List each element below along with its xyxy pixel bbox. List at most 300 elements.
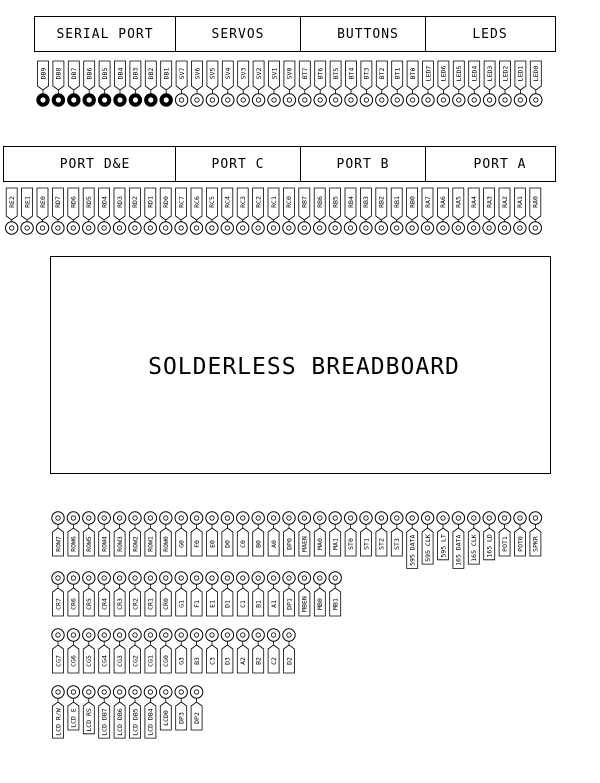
pin-label: SV1 xyxy=(270,67,279,80)
pin-label: ROW3 xyxy=(115,536,124,552)
pin-rb2 xyxy=(375,188,387,234)
pin-pad xyxy=(268,94,280,106)
pin-db1 xyxy=(160,61,172,106)
pin-label: SV4 xyxy=(224,67,233,80)
pin-pad xyxy=(499,94,511,106)
pin-rd2 xyxy=(129,188,141,234)
pin-pad xyxy=(314,572,326,584)
pin-pad-hole xyxy=(118,98,122,102)
pin-label: RB1 xyxy=(393,196,401,208)
pin-led0 xyxy=(530,61,542,106)
pin-b3 xyxy=(190,629,202,673)
pin-cr0 xyxy=(160,572,172,616)
pin-pad xyxy=(329,94,341,106)
pin-label: BT5 xyxy=(331,67,340,80)
pin-label: SV5 xyxy=(208,67,217,80)
pin-pad xyxy=(206,222,218,234)
pin-cg4 xyxy=(98,629,110,673)
pin-pad xyxy=(237,572,249,584)
pin-label: CG1 xyxy=(146,655,155,667)
pin-label: ROW5 xyxy=(85,536,94,552)
pin-pad xyxy=(83,222,95,234)
pin-pad xyxy=(206,629,218,641)
pin-db7 xyxy=(68,61,80,106)
pin-label: RD0 xyxy=(162,196,170,208)
pin-pad xyxy=(67,512,79,524)
pin-pad xyxy=(129,222,141,234)
pin-pad xyxy=(52,572,64,584)
pin-a1 xyxy=(267,572,279,616)
pin-pad xyxy=(299,94,311,106)
pin-rc0 xyxy=(283,188,295,234)
pin-ra2 xyxy=(498,188,510,234)
pin-label: LCD DB4 xyxy=(146,708,155,736)
pin-pad xyxy=(391,512,403,524)
pin-row4 xyxy=(98,512,110,556)
pin-pad xyxy=(113,512,125,524)
pin-pad xyxy=(406,94,418,106)
pin-pad xyxy=(267,572,279,584)
pin-label: DB2 xyxy=(147,67,156,80)
pin-pad xyxy=(314,512,326,524)
pin-label: RD3 xyxy=(115,196,124,208)
pin-label: DB5 xyxy=(100,67,109,80)
pin-led1 xyxy=(514,61,526,106)
pin-ra4 xyxy=(468,188,480,234)
pin-pad xyxy=(83,572,95,584)
pin-label: ROW1 xyxy=(146,536,155,552)
pin-pad xyxy=(452,512,464,524)
pin-led4 xyxy=(468,61,480,106)
pin-b1 xyxy=(252,572,264,616)
pin-label: ROW6 xyxy=(69,536,78,552)
pin-label: RC1 xyxy=(269,196,278,208)
pin-label: RA4 xyxy=(470,196,478,208)
pin-re2 xyxy=(6,188,18,234)
pin-st0 xyxy=(344,512,356,556)
pin-pad xyxy=(6,222,18,234)
pin-pad xyxy=(175,572,187,584)
pin-cg6 xyxy=(67,629,79,673)
pin-pad xyxy=(437,94,449,106)
pin-db4 xyxy=(114,61,126,106)
pin-label: MB0 xyxy=(316,598,325,610)
pin-lcd-db7 xyxy=(98,686,110,738)
pin-pad xyxy=(237,512,249,524)
pin-label: G1 xyxy=(177,600,186,608)
pin-label: LCD RS xyxy=(85,708,94,732)
pin-label: ST0 xyxy=(346,538,355,550)
pin-label: C2 xyxy=(269,657,278,665)
pin-sv4 xyxy=(222,61,234,106)
pin-pad xyxy=(129,572,141,584)
pin-pad xyxy=(83,686,95,698)
pin-pad xyxy=(360,222,372,234)
pin-pad xyxy=(83,512,95,524)
pin-label: BT3 xyxy=(362,67,371,80)
pin-label: SV3 xyxy=(239,67,248,80)
pin-label: CG7 xyxy=(54,655,63,667)
pin-row5 xyxy=(83,512,95,556)
pin-pad xyxy=(98,686,110,698)
pin-pad xyxy=(498,222,510,234)
pin-e0 xyxy=(206,512,218,556)
pin-re1 xyxy=(21,188,33,234)
pin-label: RD6 xyxy=(69,196,78,208)
pin-pad xyxy=(144,572,156,584)
pin-lcd-r-w xyxy=(52,686,64,738)
pin-pad xyxy=(206,512,218,524)
port-c-section-label: PORT C xyxy=(211,157,265,172)
pin-pad xyxy=(468,512,480,524)
pin-pad xyxy=(98,222,110,234)
pin-pad xyxy=(252,512,264,524)
port-de-section-label: PORT D&E xyxy=(59,157,131,172)
pin-label: CR4 xyxy=(100,598,109,610)
pin-label: LED7 xyxy=(424,65,433,82)
pin-led2 xyxy=(499,61,511,106)
pin-st3 xyxy=(391,512,403,556)
pin-pad xyxy=(283,629,295,641)
pin-label: DB3 xyxy=(131,67,140,80)
pin-cr5 xyxy=(83,572,95,616)
pin-label: BT7 xyxy=(301,67,310,80)
pin-dp0 xyxy=(283,512,295,556)
pin-pad xyxy=(98,572,110,584)
pin-pad-hole xyxy=(56,98,60,102)
pin-label: CG5 xyxy=(85,655,94,667)
pin-pad xyxy=(52,629,64,641)
pin-label: LED2 xyxy=(501,65,510,82)
pin-label: A0 xyxy=(269,540,278,548)
pin-rb3 xyxy=(360,188,372,234)
pin-pad xyxy=(222,94,234,106)
pin-cg7 xyxy=(52,629,64,673)
port-header-pins xyxy=(6,188,542,234)
pin-pad xyxy=(83,629,95,641)
pin-rb0 xyxy=(406,188,418,234)
pin-label: LCD DB6 xyxy=(115,708,124,736)
pin-pad xyxy=(252,572,264,584)
pin-595-lt xyxy=(437,512,449,560)
pin-label: CR3 xyxy=(115,598,124,610)
pin-ma1 xyxy=(329,512,341,556)
pin-label: RA0 xyxy=(531,196,540,208)
pin-label: RB5 xyxy=(331,196,340,208)
buttons-section-label: BUTTONS xyxy=(337,27,399,42)
pin-pad xyxy=(190,572,202,584)
pin-pad xyxy=(190,629,202,641)
pin-cg1 xyxy=(144,629,156,673)
pin-sv2 xyxy=(252,61,264,106)
pin-pad xyxy=(144,222,156,234)
pin-label: RC4 xyxy=(223,196,232,208)
pin-label: BT4 xyxy=(347,67,356,80)
pin-cr4 xyxy=(98,572,110,616)
pin-bt0 xyxy=(406,61,418,106)
pin-c0 xyxy=(237,512,249,556)
pin-pad xyxy=(529,512,541,524)
pin-d1 xyxy=(221,572,233,616)
pin-label: ROW7 xyxy=(54,536,63,552)
pin-c2 xyxy=(267,629,279,673)
pin-pad xyxy=(452,222,464,234)
pin-label: RB2 xyxy=(377,196,386,208)
pin-pad xyxy=(191,94,203,106)
pin-c3 xyxy=(206,629,218,673)
pin-label: CG2 xyxy=(131,655,140,667)
pin-pad xyxy=(221,629,233,641)
pin-label: ST2 xyxy=(377,538,386,550)
pin-pad xyxy=(468,222,480,234)
pin-pad xyxy=(345,94,357,106)
pin-label: CR6 xyxy=(69,598,78,610)
pin-label: CR5 xyxy=(85,598,94,610)
pin-pad-hole xyxy=(87,98,91,102)
pin-pad-hole xyxy=(133,98,137,102)
pin-label: LED6 xyxy=(439,65,448,82)
pin-rd4 xyxy=(98,188,110,234)
pin-pad xyxy=(514,94,526,106)
pin-pad xyxy=(437,222,449,234)
pin-pad xyxy=(67,222,79,234)
pin-label: LED0 xyxy=(532,65,541,82)
pin-f1 xyxy=(190,572,202,616)
pin-pad xyxy=(406,512,418,524)
pin-label: MA0 xyxy=(316,538,325,550)
pin-label: RB4 xyxy=(346,196,355,208)
pin-label: CG4 xyxy=(100,655,109,667)
pin-pad xyxy=(129,629,141,641)
pin-label: RD5 xyxy=(85,196,93,208)
port-a-section-label: PORT A xyxy=(473,157,527,172)
pin-ma0 xyxy=(314,512,326,556)
pin-label: RB6 xyxy=(316,196,324,208)
pin-pad xyxy=(252,629,264,641)
pin-db2 xyxy=(145,61,157,106)
pin-pad xyxy=(314,94,326,106)
pin-pad xyxy=(98,512,110,524)
pin-label: LED1 xyxy=(516,65,525,82)
pin-label: A1 xyxy=(269,600,278,608)
pin-label: D0 xyxy=(223,540,232,548)
pin-row7 xyxy=(52,512,64,556)
pin-db9 xyxy=(37,61,49,106)
pin-bt2 xyxy=(376,61,388,106)
pin-rd7 xyxy=(52,188,64,234)
pin-bt4 xyxy=(345,61,357,106)
pin-row1 xyxy=(144,512,156,556)
pin-pad xyxy=(344,222,356,234)
pin-spkr xyxy=(529,512,541,556)
pin-d2 xyxy=(283,629,295,673)
pin-pad xyxy=(52,222,64,234)
pin-pad xyxy=(283,572,295,584)
pin-label: 595 CLK xyxy=(423,534,432,562)
pin-label: D2 xyxy=(285,657,294,665)
pin-pad xyxy=(391,222,403,234)
pin-rb6 xyxy=(314,188,326,234)
pin-pad xyxy=(514,222,526,234)
pin-pad xyxy=(329,222,341,234)
pin-pad xyxy=(113,572,125,584)
pin-pad xyxy=(113,686,125,698)
pin-cg5 xyxy=(83,629,95,673)
pin-label: RA5 xyxy=(454,196,463,208)
pin-label: DP3 xyxy=(177,712,186,724)
pin-g3 xyxy=(175,629,187,673)
pin-pad xyxy=(160,512,172,524)
pin-pad xyxy=(175,222,187,234)
pin-label: F0 xyxy=(192,540,201,548)
pin-label: DB1 xyxy=(162,67,171,80)
pin-label: BT6 xyxy=(316,67,325,80)
pin-led5 xyxy=(453,61,465,106)
pin-label: POT1 xyxy=(500,536,509,552)
pin-label: RC0 xyxy=(285,196,294,208)
pin-pad xyxy=(252,94,264,106)
pin-165-clk xyxy=(468,512,480,564)
pin-595-data xyxy=(406,512,418,569)
pin-row6 xyxy=(67,512,79,556)
pin-label: LED3 xyxy=(485,65,494,82)
pin-b0 xyxy=(252,512,264,556)
pin-pad xyxy=(175,94,187,106)
pin-label: DP1 xyxy=(285,598,294,610)
pin-label: SV6 xyxy=(193,67,202,80)
pin-label: 595 LT xyxy=(439,534,448,558)
pin-label: LCD DB5 xyxy=(131,708,140,736)
pin-pad xyxy=(360,94,372,106)
pin-label: RC3 xyxy=(239,196,247,208)
port-b-section-label: PORT B xyxy=(336,157,390,172)
pin-label: ROW0 xyxy=(162,536,171,552)
pin-pad xyxy=(360,512,372,524)
pin-sv1 xyxy=(268,61,280,106)
pin-595-clk xyxy=(421,512,433,564)
pin-g1 xyxy=(175,572,187,616)
pin-pad xyxy=(375,512,387,524)
pin-pad xyxy=(175,512,187,524)
pin-label: CG0 xyxy=(162,655,171,667)
pin-bt3 xyxy=(360,61,372,106)
pin-a2 xyxy=(237,629,249,673)
pin-label: RD7 xyxy=(54,196,63,208)
pin-label: MBEN xyxy=(300,596,309,612)
pin-pad xyxy=(421,512,433,524)
pin-label: G0 xyxy=(177,540,186,548)
pin-pad xyxy=(52,512,64,524)
pin-pad xyxy=(67,629,79,641)
pin-label: RA7 xyxy=(423,196,432,208)
pin-label: RB7 xyxy=(300,196,309,208)
pin-pad xyxy=(422,94,434,106)
pin-db3 xyxy=(129,61,141,106)
pin-label: C1 xyxy=(239,600,248,608)
pin-label: RA2 xyxy=(500,196,509,208)
pin-cr7 xyxy=(52,572,64,616)
pin-rb7 xyxy=(298,188,310,234)
pin-rd0 xyxy=(160,188,172,234)
pin-label: CR2 xyxy=(131,598,140,610)
pin-pad xyxy=(483,512,495,524)
pin-pad xyxy=(252,222,264,234)
pin-bt7 xyxy=(299,61,311,106)
pin-lcd-db6 xyxy=(113,686,125,738)
pin-pot1 xyxy=(498,512,510,556)
pin-pad xyxy=(468,94,480,106)
pin-pad xyxy=(160,686,172,698)
pin-pad xyxy=(237,222,249,234)
pin-pad-hole xyxy=(149,98,153,102)
pin-label: LCD0 xyxy=(162,710,171,726)
pin-label: RB3 xyxy=(362,196,371,208)
pin-maen xyxy=(298,512,310,556)
pin-rc6 xyxy=(190,188,202,234)
pin-pad xyxy=(113,629,125,641)
pin-pad xyxy=(221,512,233,524)
pin-rc4 xyxy=(221,188,233,234)
pin-pad xyxy=(175,629,187,641)
pin-mben xyxy=(298,572,310,616)
pin-lcd-e xyxy=(67,686,79,730)
pin-label: RA1 xyxy=(516,196,525,208)
pin-label: B3 xyxy=(192,657,201,665)
pin-pad xyxy=(329,572,341,584)
pin-pot0 xyxy=(514,512,526,556)
pin-label: RA3 xyxy=(485,196,494,208)
pin-label: B2 xyxy=(254,657,263,665)
pin-cg3 xyxy=(113,629,125,673)
pin-label: ST1 xyxy=(362,538,371,550)
pin-pad xyxy=(483,222,495,234)
pin-pad xyxy=(437,512,449,524)
pin-db8 xyxy=(52,61,64,106)
pin-label: ST3 xyxy=(393,538,402,550)
pin-sv3 xyxy=(237,61,249,106)
pin-bt6 xyxy=(314,61,326,106)
pin-mb0 xyxy=(314,572,326,616)
pin-label: DP0 xyxy=(285,538,294,550)
pin-re0 xyxy=(36,188,48,234)
pin-label: SV2 xyxy=(254,67,263,80)
pin-pad xyxy=(144,629,156,641)
pin-db5 xyxy=(98,61,110,106)
pin-pad xyxy=(144,686,156,698)
pin-pad xyxy=(67,686,79,698)
pin-rc5 xyxy=(206,188,218,234)
pin-pad xyxy=(267,629,279,641)
pin-label: E1 xyxy=(208,600,217,608)
pin-label: CG6 xyxy=(69,655,78,667)
pin-label: 165 DATA xyxy=(454,534,463,566)
pin-cg0 xyxy=(160,629,172,673)
pin-led6 xyxy=(437,61,449,106)
pin-label: E0 xyxy=(208,540,217,548)
pin-pad xyxy=(530,94,542,106)
pin-dp3 xyxy=(175,686,187,730)
pin-dp2 xyxy=(190,686,202,730)
pin-label: B1 xyxy=(254,600,263,608)
pin-rc3 xyxy=(237,188,249,234)
pin-label: SV0 xyxy=(285,67,294,80)
pin-label: CR7 xyxy=(54,598,63,610)
pin-pad xyxy=(221,222,233,234)
pin-bt5 xyxy=(329,61,341,106)
leds-section-label: LEDS xyxy=(472,27,508,42)
pin-e1 xyxy=(206,572,218,616)
pin-cg2 xyxy=(129,629,141,673)
